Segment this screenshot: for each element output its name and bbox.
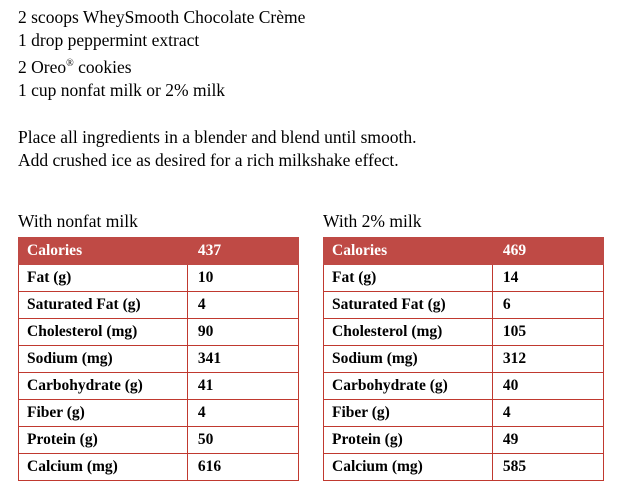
table-row: [324, 427, 604, 454]
table-row: [19, 319, 299, 346]
table-row: [324, 265, 604, 292]
row-label: Fiber (g): [19, 400, 188, 427]
table-row: [19, 400, 299, 427]
table-row: [19, 292, 299, 319]
table-row: [324, 373, 604, 400]
row-label: Calories: [324, 238, 493, 265]
row-value: 4: [187, 400, 298, 427]
row-label: Calcium (mg): [19, 454, 188, 481]
row-label: Protein (g): [19, 427, 188, 454]
table-row: [19, 265, 299, 292]
row-value: 41: [187, 373, 298, 400]
nutrition-table-nonfat: [18, 210, 299, 481]
row-label: Fat (g): [324, 265, 493, 292]
direction-line: Add crushed ice as desired for a rich milkshake effect.: [18, 149, 399, 170]
row-value: 10: [187, 265, 298, 292]
row-label: Cholesterol (mg): [19, 319, 188, 346]
directions-block: [18, 126, 606, 172]
list-item: 2 scoops WheySmooth Chocolate Crème: [18, 7, 306, 27]
ingredient-text-cont: cookies: [73, 56, 132, 77]
table-row: [324, 292, 604, 319]
row-value: 616: [187, 454, 298, 481]
row-value: 4: [187, 292, 298, 319]
row-value: 90: [187, 319, 298, 346]
row-label: Sodium (mg): [19, 346, 188, 373]
table-caption: With 2% milk: [323, 211, 422, 231]
row-label: Calories: [19, 238, 188, 265]
list-item: [18, 52, 606, 79]
row-label: Carbohydrate (g): [324, 373, 493, 400]
row-value: 40: [492, 373, 603, 400]
row-value: 105: [492, 319, 603, 346]
row-label: Fiber (g): [324, 400, 493, 427]
row-label: Carbohydrate (g): [19, 373, 188, 400]
table-row: [19, 427, 299, 454]
direction-line: Place all ingredients in a blender and blend until smooth.: [18, 126, 417, 147]
row-label: Protein (g): [324, 427, 493, 454]
table-row: [19, 346, 299, 373]
row-label: Sodium (mg): [324, 346, 493, 373]
table: [323, 237, 604, 481]
row-value: 14: [492, 265, 603, 292]
row-value: 49: [492, 427, 603, 454]
list-item: 1 cup nonfat milk or 2% milk: [18, 79, 226, 100]
row-label: Fat (g): [19, 265, 188, 292]
row-value: 585: [492, 454, 603, 481]
table-row: [19, 373, 299, 400]
table-row: [324, 400, 604, 427]
list-item: 1 drop peppermint extract: [18, 30, 200, 50]
table-caption: With nonfat milk: [18, 211, 138, 231]
table-row: [324, 454, 604, 481]
table-row: [19, 454, 299, 481]
table-row: [19, 238, 299, 265]
ingredient-list: [18, 6, 606, 102]
table-row: [324, 238, 604, 265]
row-value: 50: [187, 427, 298, 454]
row-label: Calcium (mg): [324, 454, 493, 481]
ingredient-text: 2 Oreo: [18, 56, 67, 77]
row-label: Cholesterol (mg): [324, 319, 493, 346]
row-label: Saturated Fat (g): [324, 292, 493, 319]
nutrition-table-twopercent: [323, 210, 604, 481]
row-value: 4: [492, 400, 603, 427]
row-value: 6: [492, 292, 603, 319]
table-row: [324, 346, 604, 373]
registered-trademark-icon: ®: [66, 58, 74, 69]
row-label: Saturated Fat (g): [19, 292, 188, 319]
table: [18, 237, 299, 481]
nutrition-tables: [18, 210, 604, 481]
row-value: 437: [187, 238, 298, 265]
row-value: 341: [187, 346, 298, 373]
table-row: [324, 319, 604, 346]
row-value: 469: [492, 238, 603, 265]
row-value: 312: [492, 346, 603, 373]
